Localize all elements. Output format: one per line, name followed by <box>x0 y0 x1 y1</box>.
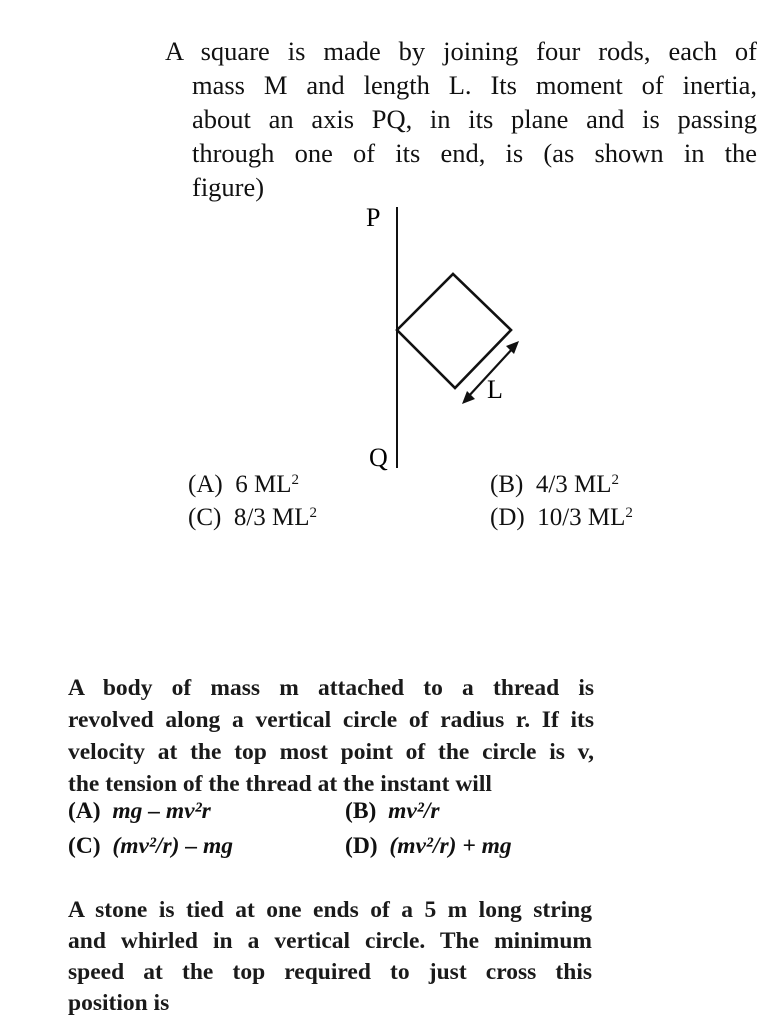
question-1-line: through one of its end, is (as shown in the <box>192 138 757 168</box>
question-3-line: speed at the top required to just cross this <box>68 959 592 985</box>
question-2-line: A body of mass m attached to a thread is <box>68 675 594 701</box>
question-2-text <box>68 672 594 800</box>
q2-option-b[interactable] <box>345 798 440 825</box>
option-d[interactable] <box>490 504 633 532</box>
q2-option-d[interactable] <box>345 833 512 860</box>
option-a-tag: (A) <box>188 471 223 498</box>
option-d-value: 10/3 ML <box>537 504 626 531</box>
label-q: Q <box>369 443 388 472</box>
option-b-value: 4/3 ML <box>535 471 612 498</box>
question-3-line: A stone is tied at one ends of a 5 m long string <box>68 897 592 923</box>
question-1-line: A square is made by joining four rods, each of <box>165 36 757 66</box>
label-p: P <box>366 203 381 232</box>
question-1-line: figure) <box>192 172 265 202</box>
option-b-tag: (B) <box>490 471 524 498</box>
q2-option-a-tag: (A) <box>68 798 101 824</box>
option-a-value: 6 ML <box>235 471 292 498</box>
option-b-exponent: 2 <box>611 471 620 488</box>
question-3-line: position is <box>68 990 170 1016</box>
q2-option-b-text: mv²/r <box>388 798 440 824</box>
square-axis-figure <box>0 0 768 480</box>
question-3-line: and whirled in a vertical circle. The minimum <box>68 928 592 954</box>
option-c-exponent: 2 <box>309 504 318 521</box>
question-2-line: revolved along a vertical circle of radius r. If its <box>68 707 594 733</box>
q2-option-c-tag: (C) <box>68 833 101 859</box>
option-c-tag: (C) <box>188 504 222 531</box>
q2-option-a-text: mg – mv²r <box>112 798 211 824</box>
option-c-value: 8/3 ML <box>233 504 310 531</box>
option-c[interactable] <box>188 504 317 532</box>
q2-option-c[interactable] <box>68 833 233 860</box>
question-1-line: about an axis PQ, in its plane and is passing <box>192 104 757 134</box>
q2-option-a[interactable] <box>68 798 211 825</box>
q2-option-b-tag: (B) <box>345 798 377 824</box>
option-a[interactable] <box>188 471 299 499</box>
label-l: L <box>487 375 503 404</box>
option-a-exponent: 2 <box>291 471 299 488</box>
q2-option-c-text: (mv²/r) – mg <box>112 833 233 859</box>
q2-option-d-text: (mv²/r) + mg <box>389 833 512 859</box>
question-2-line: velocity at the top most point of the circle is v, <box>68 739 594 765</box>
option-d-exponent: 2 <box>625 504 633 521</box>
question-3-text <box>68 895 592 1019</box>
q2-option-d-tag: (D) <box>345 833 378 859</box>
question-1-line: mass M and length L. Its moment of inertia, <box>192 70 757 100</box>
square-outline <box>397 274 511 388</box>
question-2-line: the tension of the thread at the instant will <box>68 771 492 797</box>
option-d-tag: (D) <box>490 504 525 531</box>
option-b[interactable] <box>490 471 619 499</box>
